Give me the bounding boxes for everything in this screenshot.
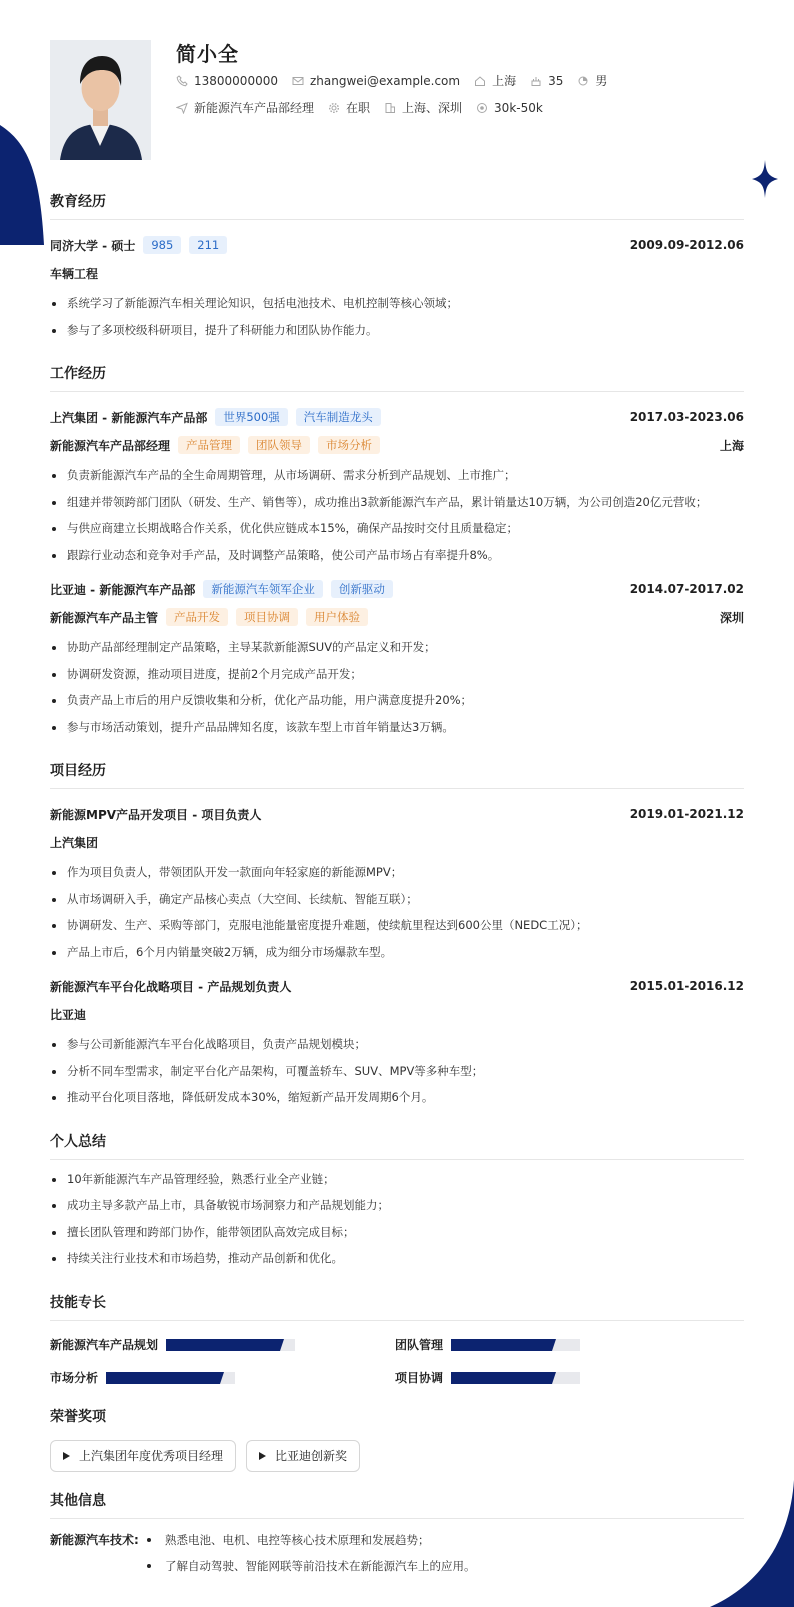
projects-section xyxy=(50,760,744,1111)
cake-icon xyxy=(530,75,542,87)
play-icon xyxy=(259,1452,266,1460)
resume-header xyxy=(0,0,794,175)
work-role-row xyxy=(50,606,744,628)
skill-name: 团队管理 xyxy=(395,1338,444,1352)
role-tag: 用户体验 xyxy=(306,608,368,626)
role-name: 新能源汽车产品主管 xyxy=(50,610,159,625)
phone-icon xyxy=(176,75,188,87)
skills-section xyxy=(50,1292,744,1388)
education-period: 2009.09-2012.06 xyxy=(629,238,744,252)
list-item: 参与市场活动策划，提升产品品牌知名度，该款车型上市首年销量达3万辆。 xyxy=(50,714,744,741)
mail-icon xyxy=(292,75,304,87)
honor-label: 上汽集团年度优秀项目经理 xyxy=(79,1449,224,1463)
company-name: 比亚迪 - 新能源汽车产品部 xyxy=(50,582,196,597)
list-item: 分析不同车型需求，制定平台化产品架构，可覆盖轿车、SUV、MPV等多种车型； xyxy=(50,1058,744,1085)
role-tag: 产品管理 xyxy=(178,436,240,454)
location-item xyxy=(474,72,516,89)
role-tag: 项目协调 xyxy=(236,608,298,626)
summary-bullets xyxy=(50,1166,744,1272)
list-item: 协调研发、生产、采购等部门，克服电池能量密度提升难题，使续航里程达到600公里（NEDC工况）； xyxy=(50,912,744,939)
work-city: 深圳 xyxy=(719,610,744,625)
age-text: 35 xyxy=(548,73,564,88)
status-item xyxy=(328,99,370,116)
coin-icon xyxy=(476,102,488,114)
skill-bar xyxy=(451,1372,580,1384)
list-item: 从市场调研入手，确定产品核心卖点（大空间、长续航、智能互联）； xyxy=(50,886,744,913)
city-text: 上海、深圳 xyxy=(402,101,463,115)
project-bullets xyxy=(50,859,744,965)
list-item: 成功主导多款产品上市，具备敏锐市场洞察力和产品规划能力； xyxy=(50,1192,744,1219)
list-item: 参与了多项校级科研项目，提升了科研能力和团队协作能力。 xyxy=(50,317,744,344)
gender-icon xyxy=(577,75,589,87)
other-bullets xyxy=(142,1527,476,1579)
list-item: 推动平台化项目落地，降低研发成本30%，缩短新产品开发周期6个月。 xyxy=(50,1084,744,1111)
project-org-row xyxy=(50,1003,744,1025)
company-tag: 汽车制造龙头 xyxy=(296,408,381,426)
honors-list xyxy=(50,1440,744,1472)
role-tag: 团队领导 xyxy=(248,436,310,454)
list-item: 作为项目负责人，带领团队开发一款面向年轻家庭的新能源MPV； xyxy=(50,859,744,886)
phone-text: 13800000000 xyxy=(194,73,278,88)
project-bullets xyxy=(50,1031,744,1111)
section-title-projects: 项目经历 xyxy=(50,760,744,789)
list-item: 负责产品上市后的用户反馈收集和分析，优化产品功能，用户满意度提升20%； xyxy=(50,687,744,714)
section-title-skills: 技能专长 xyxy=(50,1292,744,1321)
skill-name: 项目协调 xyxy=(395,1371,444,1385)
skill-fill xyxy=(106,1372,220,1384)
avatar xyxy=(50,40,151,160)
project-row xyxy=(50,803,744,825)
skill-fill xyxy=(166,1339,280,1351)
skill-item xyxy=(50,1368,395,1388)
skill-bar xyxy=(451,1339,580,1351)
list-item: 熟悉电池、电机、电控等核心技术原理和发展趋势； xyxy=(142,1527,476,1553)
skills-grid xyxy=(50,1335,744,1388)
project-title: 新能源汽车平台化战略项目 - 产品规划负责人 xyxy=(50,979,292,994)
work-role-row xyxy=(50,434,744,456)
work-city: 上海 xyxy=(719,438,744,453)
work-section xyxy=(50,363,744,740)
email-item xyxy=(292,74,460,88)
role-tag: 产品开发 xyxy=(166,608,228,626)
education-row xyxy=(50,234,744,256)
summary-section xyxy=(50,1131,744,1272)
skill-item xyxy=(395,1368,725,1388)
section-title-work: 工作经历 xyxy=(50,363,744,392)
section-title-honors: 荣誉奖项 xyxy=(50,1408,106,1425)
work-bullets xyxy=(50,462,744,568)
other-label: 新能源汽车技术: xyxy=(50,1532,139,1547)
list-item: 负责新能源汽车产品的全生命周期管理，从市场调研、需求分析到产品规划、上市推广； xyxy=(50,462,744,489)
section-title-education: 教育经历 xyxy=(50,191,744,220)
company-tag: 新能源汽车领军企业 xyxy=(203,580,323,598)
list-item: 组建并带领跨部门团队（研发、生产、销售等），成功推出3款新能源汽车产品，累计销量达10万辆，为公司创造20亿元营收； xyxy=(50,489,744,516)
list-item: 与供应商建立长期战略合作关系，优化供应链成本15%，确保产品按时交付且质量稳定； xyxy=(50,515,744,542)
other-section xyxy=(50,1490,744,1579)
gender-item xyxy=(577,72,607,89)
list-item: 产品上市后，6个月内销量突破2万辆，成为细分市场爆款车型。 xyxy=(50,939,744,966)
gear-icon xyxy=(328,102,340,114)
salary-item xyxy=(476,101,543,115)
list-item: 10年新能源汽车产品管理经验，熟悉行业全产业链； xyxy=(50,1166,744,1193)
project-org: 比亚迪 xyxy=(50,1007,87,1022)
honor-badge xyxy=(50,1440,236,1472)
work-period: 2017.03-2023.06 xyxy=(629,410,744,424)
status-text: 在职 xyxy=(346,101,371,115)
skill-item xyxy=(395,1335,725,1355)
skill-bar xyxy=(166,1339,295,1351)
section-title-summary: 个人总结 xyxy=(50,1131,744,1160)
company-tag: 创新驱动 xyxy=(331,580,393,598)
city-item xyxy=(384,99,462,116)
work-bullets xyxy=(50,634,744,740)
project-period: 2015.01-2016.12 xyxy=(629,979,744,993)
section-title-other: 其他信息 xyxy=(50,1490,744,1519)
work-period: 2014.07-2017.02 xyxy=(629,582,744,596)
intent-row xyxy=(176,99,557,116)
age-item xyxy=(530,74,563,88)
company-name: 上汽集团 - 新能源汽车产品部 xyxy=(50,410,208,425)
salary-text: 30k-50k xyxy=(494,100,543,115)
project-title: 新能源MPV产品开发项目 - 项目负责人 xyxy=(50,807,262,822)
role-tag: 市场分析 xyxy=(318,436,380,454)
candidate-name: 简小全 xyxy=(176,42,239,66)
skill-name: 新能源汽车产品规划 xyxy=(50,1338,159,1352)
work-company-row xyxy=(50,578,744,600)
project-org-row xyxy=(50,831,744,853)
school-name: 同济大学 - 硕士 xyxy=(50,238,136,253)
send-icon xyxy=(176,102,188,114)
position-item xyxy=(176,99,314,116)
school-tag: 211 xyxy=(189,236,227,254)
gender-text: 男 xyxy=(595,74,608,88)
major-name: 车辆工程 xyxy=(50,266,99,281)
honor-label: 比亚迪创新奖 xyxy=(275,1449,348,1463)
skill-name: 市场分析 xyxy=(50,1371,99,1385)
building-icon xyxy=(384,102,396,114)
major-row xyxy=(50,262,744,284)
list-item: 擅长团队管理和跨部门协作，能带领团队高效完成目标； xyxy=(50,1219,744,1246)
list-item: 系统学习了新能源汽车相关理论知识，包括电池技术、电机控制等核心领域； xyxy=(50,290,744,317)
skill-item xyxy=(50,1335,395,1355)
phone-item xyxy=(176,74,278,88)
contact-row xyxy=(176,72,621,89)
project-period: 2019.01-2021.12 xyxy=(629,807,744,821)
education-bullets xyxy=(50,290,744,343)
list-item: 参与公司新能源汽车平台化战略项目，负责产品规划模块； xyxy=(50,1031,744,1058)
play-icon xyxy=(63,1452,70,1460)
skill-bar xyxy=(106,1372,235,1384)
email-text: zhangwei@example.com xyxy=(309,73,461,88)
skill-fill xyxy=(451,1339,552,1351)
school-tag: 985 xyxy=(143,236,181,254)
list-item: 了解自动驾驶、智能网联等前沿技术在新能源汽车上的应用。 xyxy=(142,1553,476,1579)
home-icon xyxy=(474,75,486,87)
list-item: 协调研发资源，推动项目进度，提前2个月完成产品开发； xyxy=(50,661,744,688)
work-company-row xyxy=(50,406,744,428)
education-section xyxy=(50,191,744,343)
project-row xyxy=(50,975,744,997)
location-text: 上海 xyxy=(492,74,517,88)
role-name: 新能源汽车产品部经理 xyxy=(50,438,171,453)
position-text: 新能源汽车产品部经理 xyxy=(194,101,315,115)
honors-section xyxy=(50,1406,744,1472)
company-tag: 世界500强 xyxy=(215,408,287,426)
skill-fill xyxy=(451,1372,552,1384)
honor-badge xyxy=(246,1440,360,1472)
list-item: 协助产品部经理制定产品策略，主导某款新能源SUV的产品定义和开发； xyxy=(50,634,744,661)
project-org: 上汽集团 xyxy=(50,835,99,850)
list-item: 持续关注行业技术和市场趋势，推动产品创新和优化。 xyxy=(50,1245,744,1272)
list-item: 跟踪行业动态和竞争对手产品，及时调整产品策略，使公司产品市场占有率提升8%。 xyxy=(50,542,744,569)
other-row xyxy=(50,1527,744,1579)
